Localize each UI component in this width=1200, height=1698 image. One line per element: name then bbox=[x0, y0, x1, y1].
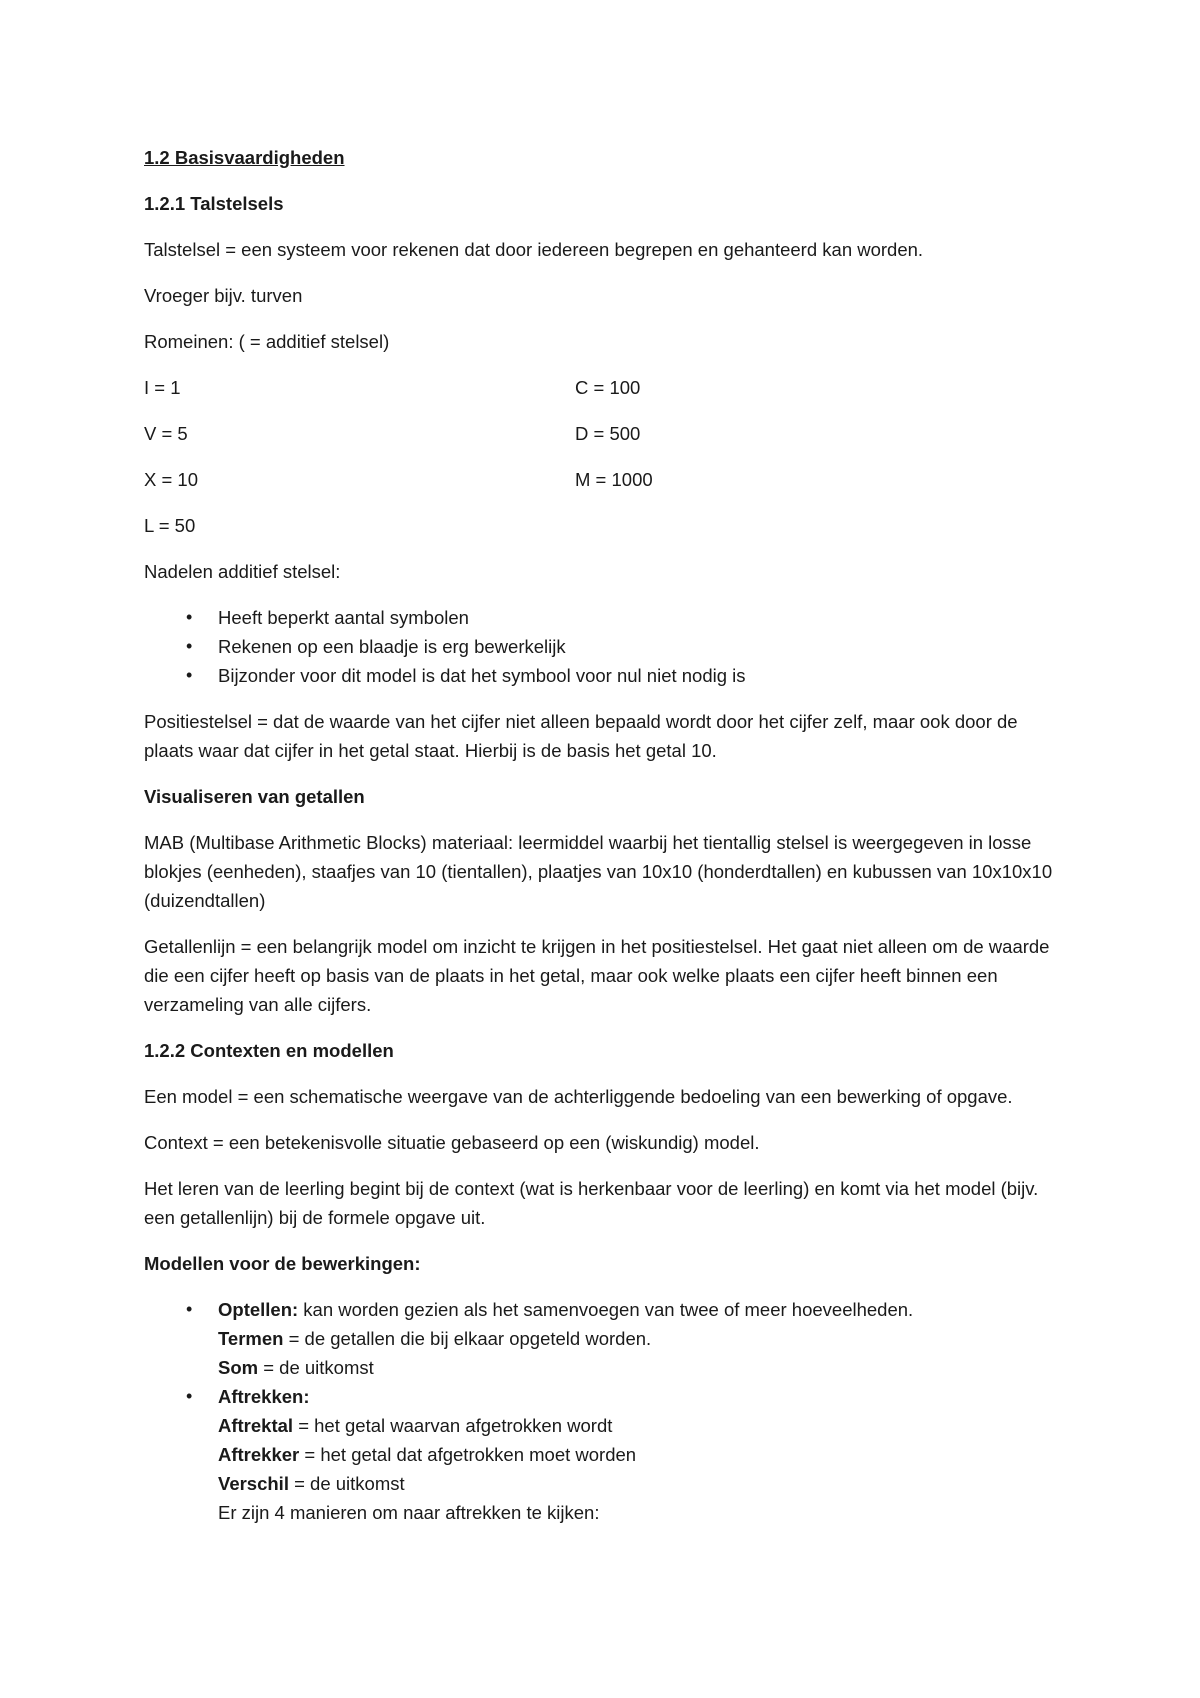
aftrektal-term: Aftrektal bbox=[218, 1415, 294, 1436]
bullet-icon: • bbox=[186, 1386, 193, 1406]
roman-numeral-right: M = 1000 bbox=[575, 469, 653, 490]
subsection-heading-contexten: 1.2.2 Contexten en modellen bbox=[144, 1040, 394, 1061]
bullet-icon: • bbox=[186, 636, 193, 656]
document-page bbox=[144, 143, 1064, 1544]
manieren-line: Er zijn 4 manieren om naar aftrekken te kijken: bbox=[218, 1502, 600, 1523]
paragraph-nadelen: Nadelen additief stelsel: bbox=[144, 561, 341, 582]
roman-numeral-row bbox=[144, 511, 1064, 540]
aftrektal-line bbox=[218, 1411, 1064, 1440]
roman-numeral-right: C = 100 bbox=[575, 377, 641, 398]
roman-numeral-row bbox=[144, 373, 1064, 402]
termen-term: Termen bbox=[218, 1328, 284, 1349]
verschil-term: Verschil bbox=[218, 1473, 289, 1494]
aftrekker-line bbox=[218, 1440, 1064, 1469]
subsection-heading-talstelsels: 1.2.1 Talstelsels bbox=[144, 193, 284, 214]
list-item-text: Rekenen op een blaadje is erg bewerkelijk bbox=[218, 636, 566, 657]
optellen-line bbox=[218, 1295, 1064, 1324]
optellen-term: Optellen: bbox=[218, 1299, 299, 1320]
list-item bbox=[144, 632, 1064, 661]
paragraph-getallenlijn: Getallenlijn = een belangrijk model om inzicht te krijgen in het positiestelsel. Het gaat niet alleen om de waarde die een cijfer heeft op basis van de plaats in het getal, maar ook welke plaats een cijfer heeft binnen een verzameling van alle cijfers. bbox=[144, 936, 1050, 1015]
aftrekker-term: Aftrekker bbox=[218, 1444, 300, 1465]
paragraph-talstelsel-definition: Talstelsel = een systeem voor rekenen dat door iedereen begrepen en gehanteerd kan worden. bbox=[144, 239, 924, 260]
verschil-line bbox=[218, 1469, 1064, 1498]
termen-line bbox=[218, 1324, 1064, 1353]
roman-numeral-left: X = 10 bbox=[144, 469, 199, 490]
list-item-optellen bbox=[144, 1295, 1064, 1382]
aftrekken-line bbox=[218, 1382, 1064, 1411]
som-line bbox=[218, 1353, 1064, 1382]
list-item-text: Heeft beperkt aantal symbolen bbox=[218, 607, 469, 628]
roman-numeral-left: I = 1 bbox=[144, 377, 181, 398]
roman-numeral-left: L = 50 bbox=[144, 515, 196, 536]
som-desc: = de uitkomst bbox=[258, 1357, 374, 1378]
paragraph-leren: Het leren van de leerling begint bij de context (wat is herkenbaar voor de leerling) en komt via het model (bijv. een getallenlijn) bij de formele opgave uit. bbox=[144, 1178, 1039, 1228]
roman-numeral-row bbox=[144, 419, 1064, 448]
heading-modellen: Modellen voor de bewerkingen: bbox=[144, 1253, 421, 1274]
list-item bbox=[144, 661, 1064, 690]
aftrekken-term: Aftrekken: bbox=[218, 1386, 310, 1407]
som-term: Som bbox=[218, 1357, 259, 1378]
list-item bbox=[144, 603, 1064, 632]
roman-numeral-row bbox=[144, 465, 1064, 494]
optellen-desc: kan worden gezien als het samenvoegen van twee of meer hoeveelheden. bbox=[298, 1299, 914, 1320]
roman-numeral-left: V = 5 bbox=[144, 423, 188, 444]
verschil-desc: = de uitkomst bbox=[288, 1473, 405, 1494]
aftrekker-desc: = het getal dat afgetrokken moet worden bbox=[299, 1444, 637, 1465]
bullet-icon: • bbox=[186, 607, 193, 627]
paragraph-context: Context = een betekenisvolle situatie gebaseerd op een (wiskundig) model. bbox=[144, 1132, 760, 1153]
paragraph-romeinen: Romeinen: ( = additief stelsel) bbox=[144, 331, 390, 352]
bewerkingen-list bbox=[144, 1295, 1064, 1527]
termen-desc: = de getallen die bij elkaar opgeteld worden. bbox=[283, 1328, 652, 1349]
nadelen-list bbox=[144, 603, 1064, 690]
roman-numeral-right: D = 500 bbox=[575, 423, 641, 444]
list-item-text: Bijzonder voor dit model is dat het symbool voor nul niet nodig is bbox=[218, 665, 746, 686]
aftrektal-desc: = het getal waarvan afgetrokken wordt bbox=[293, 1415, 613, 1436]
paragraph-vroeger: Vroeger bijv. turven bbox=[144, 285, 303, 306]
paragraph-model: Een model = een schematische weergave van de achterliggende bedoeling van een bewerking of opgave. bbox=[144, 1086, 1013, 1107]
paragraph-positiestelsel: Positiestelsel = dat de waarde van het cijfer niet alleen bepaald wordt door het cijfer zelf, maar ook door de plaats waar dat cijfer in het getal staat. Hierbij is de basis het getal 10. bbox=[144, 711, 1018, 761]
bullet-icon: • bbox=[186, 1299, 193, 1319]
heading-visualiseren: Visualiseren van getallen bbox=[144, 786, 365, 807]
section-heading-basisvaardigheden: 1.2 Basisvaardigheden bbox=[144, 147, 345, 168]
paragraph-mab: MAB (Multibase Arithmetic Blocks) materiaal: leermiddel waarbij het tientallig stelsel is weergegeven in losse blokjes (eenheden), staafjes van 10 (tientallen), plaatjes van 10x10 (honderdtallen) en kubussen van 10x10x10 (duizendtallen) bbox=[144, 832, 1053, 911]
list-item-aftrekken bbox=[144, 1382, 1064, 1527]
bullet-icon: • bbox=[186, 665, 193, 685]
